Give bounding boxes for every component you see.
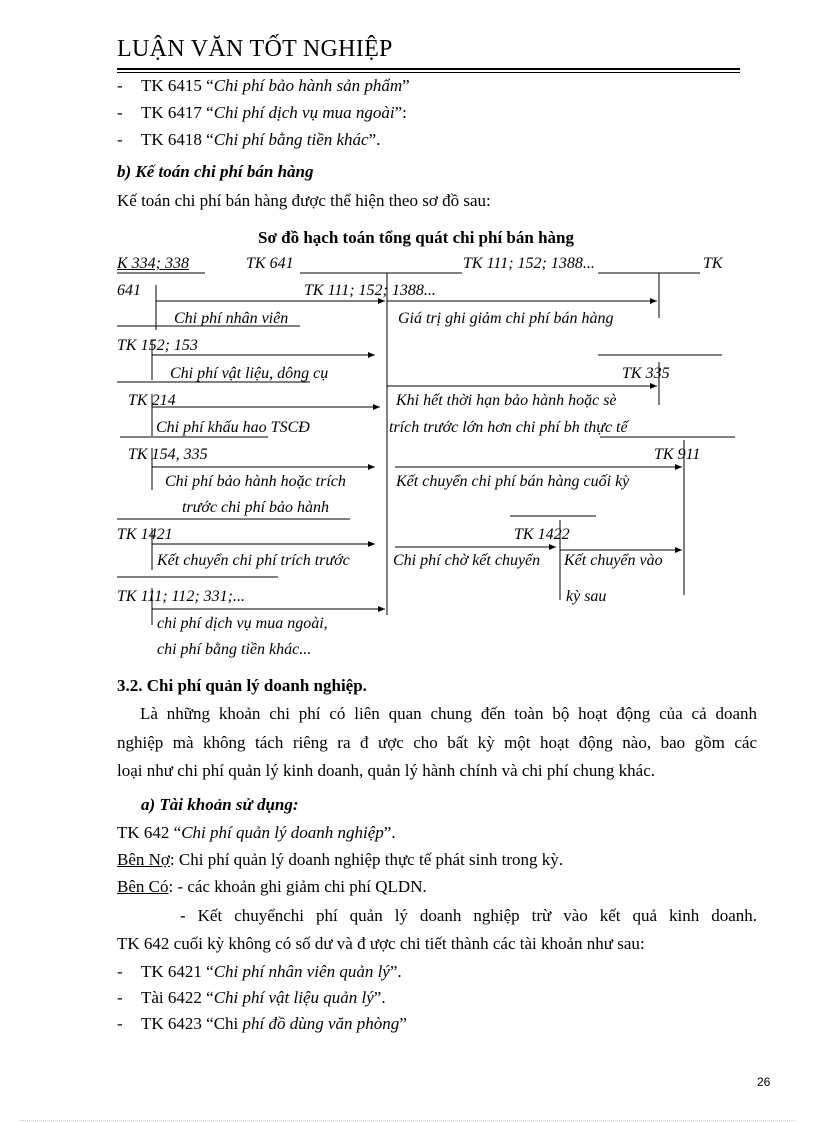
list-item: - TK 6415 “Chi phí bảo hành sản phẩm”	[117, 76, 410, 95]
account-tk111-top: TK 111; 152; 1388...	[463, 255, 595, 272]
account-tk641: TK 641	[246, 255, 294, 272]
list-item: - TK 6417 “Chi phí dịch vụ mua ngoài”:	[117, 103, 407, 122]
ben-co-text: : - các khoản ghi giảm chi phí QLDN.	[168, 877, 427, 896]
account-end: ”.	[368, 130, 381, 149]
account-code: TK 6423 “Chi	[141, 1014, 243, 1033]
tk642-prefix: TK 642 “	[117, 823, 182, 842]
page-number: 26	[757, 1075, 771, 1089]
page-header-title: LUẬN VĂN TỐT NGHIỆP	[117, 36, 393, 62]
paragraph-line: loại như chi phí quản lý kinh doanh, quản lý hành chính và chi phí chung khác.	[117, 761, 655, 780]
label-ket-chuyen-trich-truoc: Kết chuyển chi phí trích trước	[157, 552, 350, 569]
account-name: Chi phí bảo hành sản phẩm	[213, 76, 403, 95]
account-tk335: TK 335	[622, 365, 670, 382]
label-ky-sau: kỳ sau	[566, 588, 607, 605]
account-tk911: TK 911	[654, 446, 701, 463]
label-vat-lieu: Chi phí vật liệu, dông cụ	[170, 365, 329, 382]
label-dich-vu: chi phí dịch vụ mua ngoài,	[157, 615, 328, 632]
tk642-line	[117, 823, 396, 843]
section-32-heading: 3.2. Chi phí quản lý doanh nghiệp.	[117, 676, 367, 695]
tk642-detail-line: TK 642 cuối kỳ không có số dư và đ ược chi tiết thành các tài khoản như sau:	[117, 934, 645, 953]
account-tk214: TK 214	[128, 392, 176, 409]
account-name: Chi phí bằng tiền khác	[213, 130, 369, 149]
list-item: - TK 6423 “Chi phí đồ dùng văn phòng”	[117, 1014, 407, 1033]
label-chi-phi-nhan-vien: Chi phí nhân viên	[174, 310, 289, 327]
ben-co-label: Bên Có	[117, 877, 169, 896]
account-end: ”:	[394, 103, 407, 122]
account-end: ”	[402, 76, 410, 95]
label-ket-chuyen-cuoi-ky: Kết chuyển chi phí bán hàng cuối kỳ	[396, 473, 630, 490]
label-bao-hanh-1: Chi phí bảo hành hoặc trích	[165, 473, 346, 490]
label-cho-ket-chuyen: Chi phí chờ kết chuyển	[393, 552, 541, 569]
footer-divider	[20, 1120, 796, 1121]
account-tk1421: TK 1421	[117, 526, 173, 543]
section-b-intro: Kế toán chi phí bán hàng được thể hiện theo sơ đồ sau:	[117, 191, 491, 210]
label-ket-chuyen-vao: Kết chuyển vào	[564, 552, 663, 569]
account-name: Chi phí vật liệu quản lý	[213, 988, 374, 1007]
account-tk154: TK 154, 335	[128, 446, 208, 463]
account-end: ”	[399, 1014, 407, 1033]
account-tk111-bottom: TK 111; 112; 331;...	[117, 588, 245, 605]
tk642-end: ”.	[383, 823, 396, 842]
account-code: TK 6418 “	[141, 130, 214, 149]
list-item: - TK 6418 “Chi phí bằng tiền khác”.	[117, 130, 381, 149]
section-b-heading: b) Kế toán chi phí bán hàng	[117, 162, 314, 181]
label-bang-tien: chi phí bằng tiền khác...	[157, 641, 312, 658]
section-a-heading: a) Tài khoản sử dụng:	[141, 795, 299, 814]
account-end: ”.	[389, 962, 402, 981]
paragraph-line: Là những khoản chi phí có liên quan chung đến toàn bộ hoạt động của cả doanh	[140, 704, 757, 723]
account-code: TK 6421 “	[141, 962, 214, 981]
account-end: ”.	[373, 988, 386, 1007]
account-code: Tài 6422 “	[141, 988, 214, 1007]
ben-no-label: Bên Nợ	[117, 850, 170, 869]
label-khau-hao: Chi phí khấu hao TSCĐ	[156, 419, 310, 436]
account-641: 641	[117, 282, 141, 299]
account-k334: K 334; 338	[117, 255, 189, 272]
account-tk-right: TK	[703, 255, 723, 272]
list-item: - Tài 6422 “Chi phí vật liệu quản lý”.	[117, 988, 386, 1007]
label-gia-tri-ghi-giam: Giá trị ghi giảm chi phí bán hàng	[398, 310, 614, 327]
label-trich-truoc: trích trước lớn hơn chi phí bh thực tế	[389, 419, 628, 436]
account-tk111-mid: TK 111; 152; 1388...	[304, 282, 436, 299]
ket-chuyen-line: - Kết chuyểnchi phí quản lý doanh nghiệp trừ vào kết quả kinh doanh.	[180, 906, 757, 925]
account-code: TK 6417 “	[141, 103, 214, 122]
label-khi-het-thoi-han: Khi hết thời hạn bảo hành hoặc sè	[396, 392, 617, 409]
ben-no-text: : Chi phí quản lý doanh nghiệp thực tế phát sinh trong kỳ.	[169, 850, 563, 869]
paragraph-line: nghiệp mà không tách riêng ra đ ược cho bất kỳ một hoạt động nào, bao gồm các	[117, 733, 757, 752]
tk642-name: Chi phí quản lý doanh nghiệp	[181, 823, 384, 842]
ben-no-line	[117, 850, 563, 870]
account-tk152: TK 152; 153	[117, 337, 198, 354]
ben-co-line	[117, 877, 427, 897]
list-item: - TK 6421 “Chi phí nhân viên quản lý”.	[117, 962, 402, 981]
account-name: phí đồ dùng văn phòng	[242, 1014, 400, 1033]
account-name: Chi phí dịch vụ mua ngoài	[213, 103, 395, 122]
label-bao-hanh-2: trước chi phí bảo hành	[182, 499, 330, 516]
diagram-title: Sơ đồ hạch toán tổng quát chi phí bán hàng	[258, 228, 575, 247]
account-code: TK 6415 “	[141, 76, 214, 95]
account-name: Chi phí nhân viên quản lý	[213, 962, 390, 981]
account-tk1422: TK 1422	[514, 526, 570, 543]
